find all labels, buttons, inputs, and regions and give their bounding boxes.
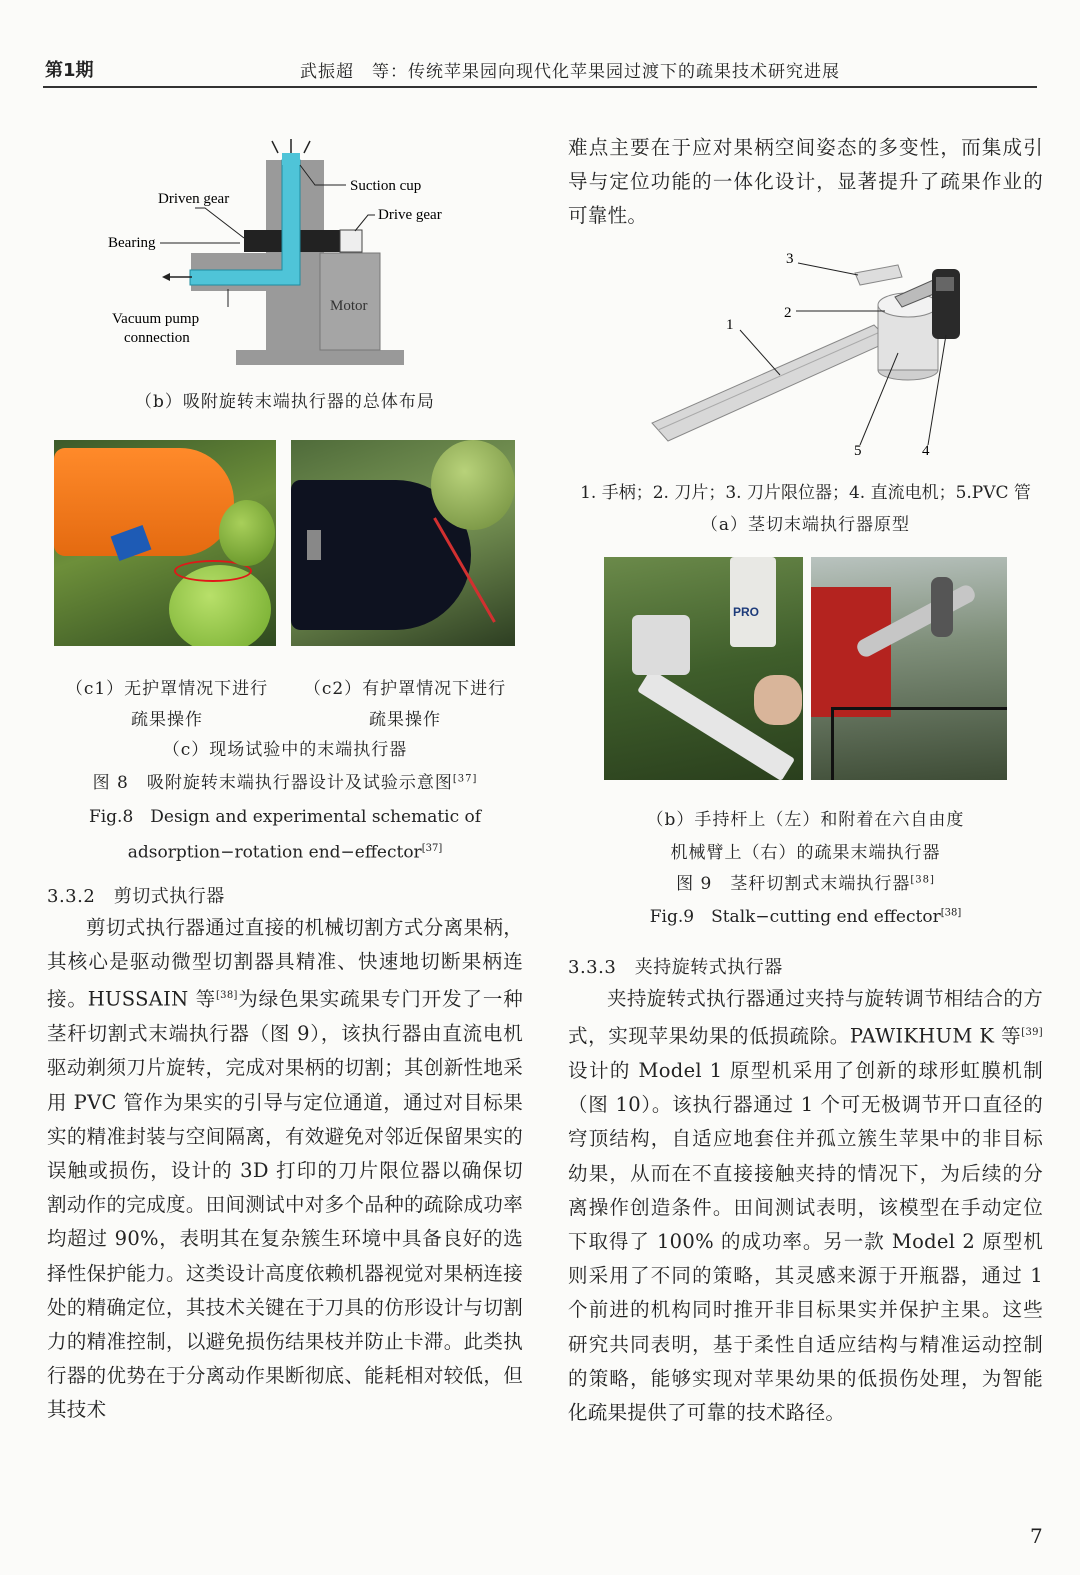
fig8-photo-c2 <box>291 440 515 646</box>
fig8c-subcaption: （c）现场试验中的末端执行器 <box>162 740 408 760</box>
fig9-caption-cn: 图 9 茎秆切割式末端执行器[38] <box>676 874 935 894</box>
diagram-base <box>236 350 404 365</box>
label-motor: Motor <box>330 298 368 314</box>
section-3-3-2-heading: 3.3.2 剪切式执行器 <box>47 886 225 907</box>
diagram-handle <box>652 325 890 441</box>
sign-text: PRO <box>733 605 760 619</box>
robot-frame <box>831 707 1007 780</box>
fig8c1-subcaption: （c1）无护罩情况下进行 疏果操作 <box>65 679 269 730</box>
label-vacuum-line2: connection <box>124 330 190 346</box>
fig8b-diagram <box>100 135 480 375</box>
fig9a-legend: 1. 手柄；2. 刀片；3. 刀片限位器；4. 直流电机；5.PVC 管 <box>580 483 1031 503</box>
fig8b-subcaption: （b）吸附旋转末端执行器的总体布局 <box>135 392 435 412</box>
section-3-3-2-body: 剪切式执行器通过直接的机械切割方式分离果柄，其核心是驱动微型切割器具精准、快速地切断果柄连接。HUSSAIN 等[38]为绿色果实疏果专门开发了一种茎秆切割式末端执行器（图 9），该执行器由直流电机驱动剃须刀片旋转，完成对果柄的切割；其创新性地采用 PVC 管作为果实的引导与定位通道，通过对目标果实的精准封装与空间隔离，有效避免对邻近保留果实的误触或损伤，设计的 3D 打印的刀片限位器以确保切割动作的完成度。田间测试中对多个品种的疏除成功率均超过 90%，表明其在复杂簇生环境中具备良好的选择性保护能力。这类设计高度依赖机器视觉对果柄连接处的精确定位，其技术关键在于刀具的仿形设计与切割力的精准控制，以避免损伤结果枝并防止卡滞。此类执行器的优势在于分离动作果断彻底、能耗相对较低，但其技术 <box>47 916 524 1422</box>
fig8c2-subcaption: （c2）有护罩情况下进行 疏果操作 <box>303 679 507 730</box>
fig8-caption-cn: 图 8 吸附旋转末端执行器设计及试验示意图[37] <box>92 773 478 793</box>
pear-fruit <box>431 440 515 530</box>
robot-joint <box>931 577 953 637</box>
tractor <box>811 587 891 717</box>
callout-5: 5 <box>854 443 862 459</box>
fig8-caption-en: Fig.8 Design and experimental schematic of adsorption−rotation end−effector[37] <box>88 807 482 863</box>
section-3-3-3-body: 夹持旋转式执行器通过夹持与旋转调节相结合的方式，实现苹果幼果的低损疏除。PAWIKHUM K 等[39]设计的 Model 1 原型机采用了创新的球形虹膜机制（图 10）。该执行器通过 1 个可无极调节开口直径的穹顶结构，自适应地套住并孤立簇生苹果中的非目标幼果，从而在不直接接触夹持的情况下，为后续的分离操作创造条件。田间测试表明，该模型在手动定位下取得了 100% 的成功率。另一款 Model 2 原型机则采用了不同的策略，其灵感来源于开瓶器，通过 1 个前进的机构同时推开非目标果实并保护主果。这些研究共同表明，基于柔性自适应结构与精准运动控制的策略，能够实现对苹果幼果的低损伤处理，为智能化疏果提供了可靠的技术路径。 <box>568 987 1043 1424</box>
label-bearing: Bearing <box>108 235 156 251</box>
leader-driven-gear <box>195 208 244 238</box>
air-flow-arrows <box>272 139 310 153</box>
fig9b-subcaption: （b）手持杆上（左）和附着在六自由度 机械臂上（右）的疏果末端执行器 <box>646 810 965 863</box>
fig8-photo-c1 <box>54 440 276 646</box>
callout-4: 4 <box>922 443 930 459</box>
leader-drive-gear <box>355 215 375 231</box>
hand <box>754 675 802 725</box>
label-suction-cup: Suction cup <box>350 178 422 194</box>
callout-1: 1 <box>726 317 734 333</box>
issue-label: 第1期 <box>45 60 94 81</box>
fig9a-diagram <box>640 245 1040 460</box>
running-title: 武振超 等：传统苹果园向现代化苹果园过渡下的疏果技术研究进展 <box>300 62 840 82</box>
cutting-head <box>632 615 690 675</box>
diagram-blade-limiter <box>855 265 902 285</box>
label-drive-gear: Drive gear <box>378 207 442 223</box>
page-number: 7 <box>1030 1524 1043 1548</box>
label-vacuum-line1: Vacuum pump <box>112 311 200 327</box>
section-3-3-3-heading: 3.3.3 夹持旋转式执行器 <box>568 957 783 978</box>
header-rule <box>43 86 1037 88</box>
drive-gear <box>340 230 362 252</box>
fig9-photo-left <box>604 557 803 780</box>
apple-fruit-2 <box>219 500 275 566</box>
right-continued-paragraph: 难点主要在于应对果柄空间姿态的多变性，而集成引导与定位功能的一体化设计，显著提升了疏果作业的可靠性。 <box>568 136 1043 228</box>
suction-cup <box>282 153 300 165</box>
label-driven-gear: Driven gear <box>158 191 230 207</box>
sign-board <box>730 557 776 647</box>
fig9-caption-en: Fig.9 Stalk−cutting end effector[38] <box>649 907 962 927</box>
fig9-photo-right <box>811 557 1007 780</box>
callout-2: 2 <box>784 305 792 321</box>
fig9a-subcaption: （a）茎切末端执行器原型 <box>700 515 911 535</box>
metal-fitting <box>307 530 321 560</box>
callout-3: 3 <box>786 251 794 267</box>
